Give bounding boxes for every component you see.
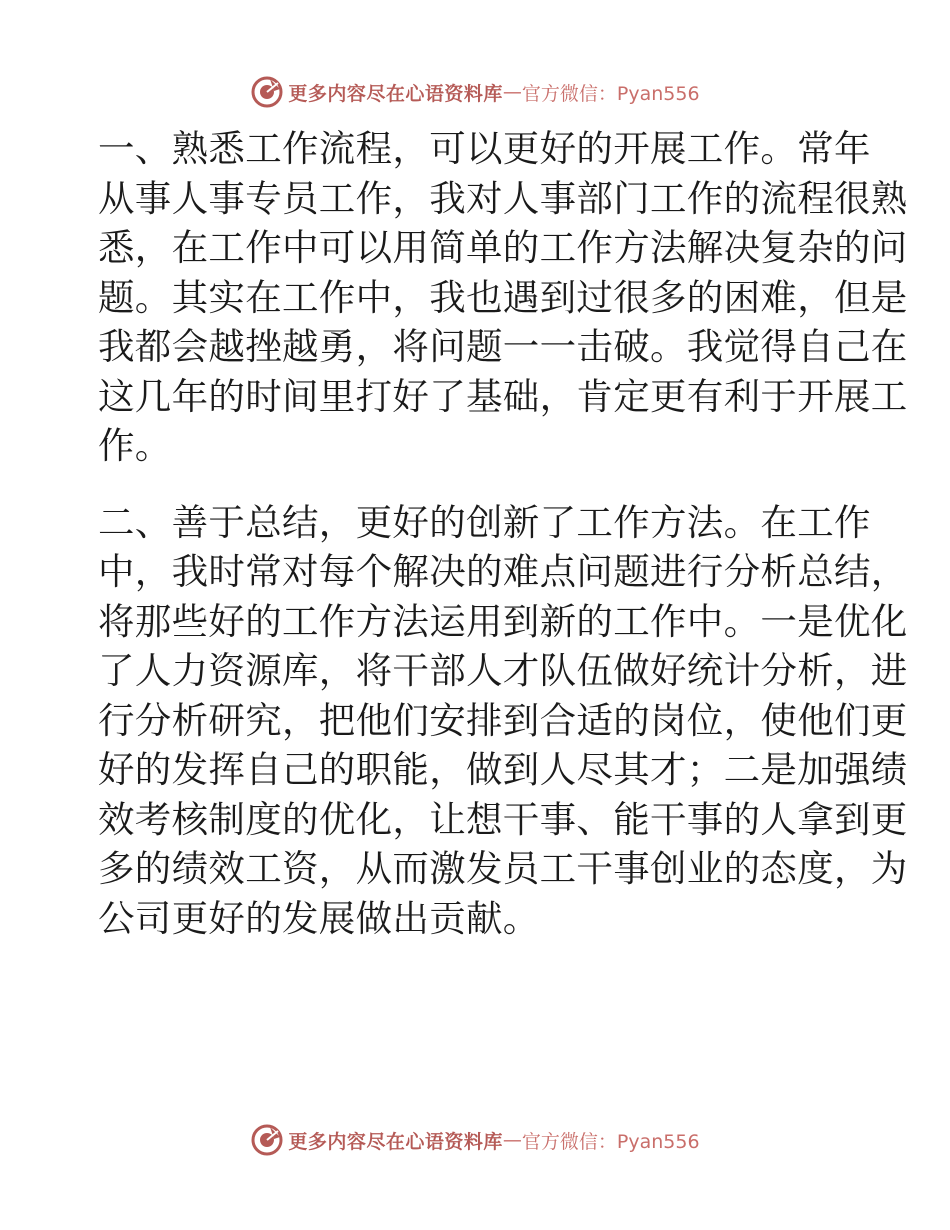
- paragraph-line: 悉，在工作中可以用简单的工作方法解决复杂的问: [98, 226, 908, 269]
- document-body: [98, 124, 908, 943]
- paragraph-line: 题。其实在工作中，我也遇到过很多的困难，但是: [98, 275, 908, 319]
- footer-watermark-banner: [0, 1120, 950, 1160]
- footer-site-text: 更多内容尽在心语资料库: [288, 1130, 503, 1153]
- paragraph-line: 作。: [98, 424, 172, 467]
- brand-logo-icon: [250, 1123, 284, 1157]
- header-watermark-banner: [0, 72, 950, 112]
- header-site-text: 更多内容尽在心语资料库: [288, 82, 503, 105]
- paragraph-line: 二、善于总结，更好的创新了工作方法。在工作: [98, 500, 871, 544]
- paragraph-line: 这几年的时间里打好了基础，肯定更有利于开展工: [98, 374, 908, 418]
- brand-logo-icon: [250, 75, 284, 109]
- paragraph-line: 一、熟悉工作流程，可以更好的开展工作。常年: [98, 127, 871, 170]
- paragraph-line: 好的发挥自己的职能，做到人尽其才；二是加强绩: [98, 748, 908, 791]
- paragraph-line: 效考核制度的优化，让想干事、能干事的人拿到更: [98, 797, 908, 841]
- paragraph-line: 了人力资源库，将干部人才队伍做好统计分析，进: [98, 649, 908, 692]
- header-wechat-text: 官方微信：Pyan556: [521, 82, 700, 105]
- footer-wechat-text: 官方微信：Pyan556: [521, 1130, 700, 1153]
- header-dash: —: [502, 81, 522, 103]
- footer-dash: —: [502, 1129, 522, 1151]
- paragraph-2: [98, 498, 908, 944]
- paragraph-line: 行分析研究，把他们安排到合适的岗位，使他们更: [98, 698, 908, 742]
- paragraph-line: 从事人事专员工作，我对人事部门工作的流程很熟: [98, 176, 908, 220]
- paragraph-line: 中，我时常对每个解决的难点问题进行分析总结，: [98, 550, 908, 593]
- paragraph-1: [98, 124, 908, 471]
- paragraph-line: 公司更好的发展做出贡献。: [98, 896, 540, 940]
- paragraph-line: 将那些好的工作方法运用到新的工作中。一是优化: [98, 599, 908, 643]
- paragraph-line: 我都会越挫越勇，将问题一一击破。我觉得自己在: [98, 325, 908, 368]
- paragraph-line: 多的绩效工资，从而激发员工干事创业的态度，为: [98, 847, 908, 890]
